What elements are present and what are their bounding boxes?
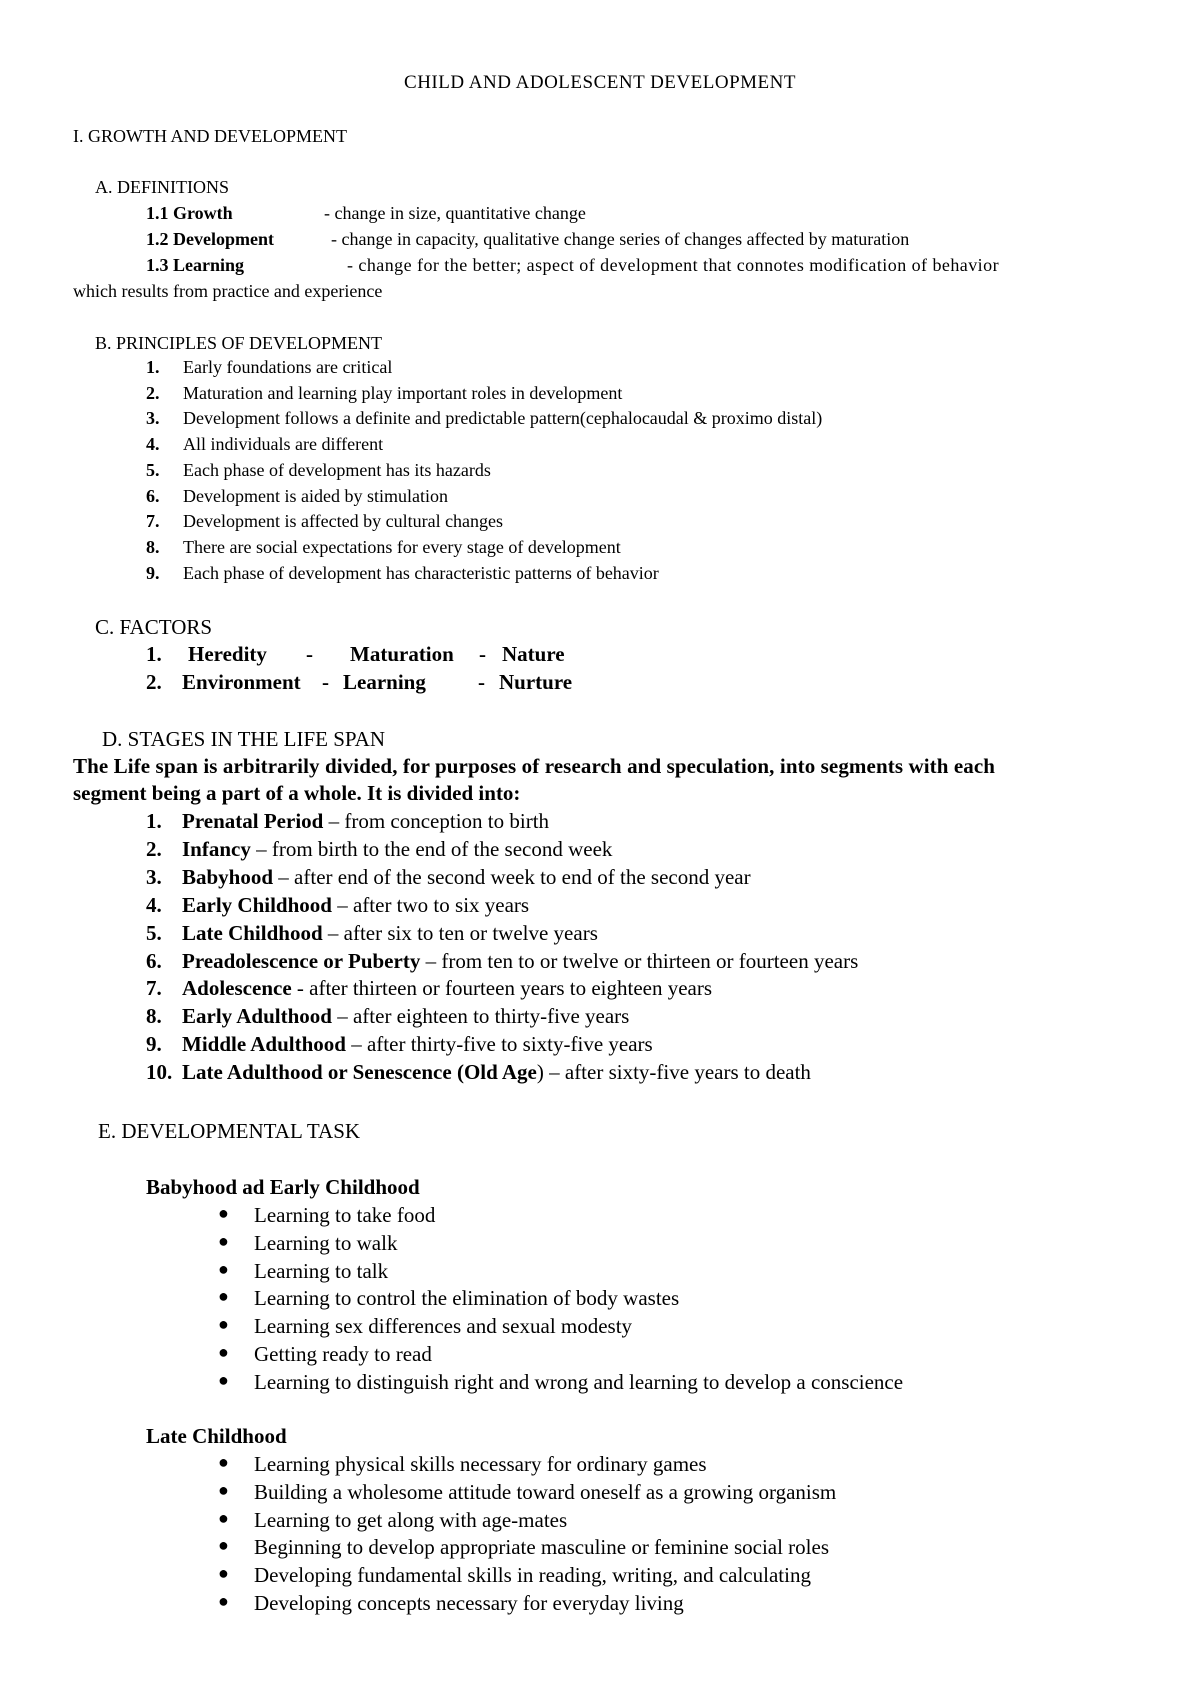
principle-number: 3. bbox=[146, 408, 160, 429]
principle-item bbox=[146, 511, 503, 532]
task-text: Learning to talk bbox=[254, 1258, 389, 1283]
principle-text: Development is affected by cultural changes bbox=[183, 511, 504, 532]
stage-description: – from ten to or twelve or thirteen or fourteen years bbox=[420, 948, 859, 973]
factor-nurture: Nurture bbox=[499, 670, 573, 694]
stage-number: 2. bbox=[146, 836, 162, 861]
stage-item bbox=[146, 1032, 653, 1057]
stage-item bbox=[146, 893, 529, 918]
factor-dash: - bbox=[478, 670, 485, 694]
task-item bbox=[218, 1314, 1118, 1340]
task-text: Learning to get along with age-mates bbox=[254, 1507, 568, 1532]
definition-text: - change in capacity, qualitative change series of changes affected by maturation bbox=[331, 229, 910, 249]
stage-item bbox=[146, 837, 612, 862]
task-group-title-late-childhood: Late Childhood bbox=[146, 1424, 287, 1448]
stage-number: 7. bbox=[146, 976, 162, 1001]
stage-item bbox=[146, 865, 751, 890]
factor-number: 1. bbox=[146, 642, 162, 666]
task-group-title-babyhood: Babyhood ad Early Childhood bbox=[146, 1175, 420, 1199]
principles-heading: B. PRINCIPLES OF DEVELOPMENT bbox=[95, 333, 383, 353]
stage-item bbox=[146, 921, 598, 946]
principle-number: 5. bbox=[146, 459, 160, 480]
bullet-icon: ● bbox=[218, 1314, 229, 1335]
stage-description: – after thirty-five to sixty-five years bbox=[345, 1032, 653, 1057]
stage-name: Adolescence bbox=[182, 976, 292, 1001]
stage-number: 4. bbox=[146, 892, 162, 917]
stage-name: Babyhood bbox=[182, 864, 274, 889]
task-item bbox=[218, 1563, 1118, 1589]
bullet-icon: ● bbox=[218, 1230, 229, 1251]
task-text: Getting ready to read bbox=[254, 1342, 432, 1366]
bullet-icon: ● bbox=[218, 1535, 229, 1556]
stage-description: - after thirteen or fourteen years to eighteen years bbox=[291, 976, 713, 1001]
task-text: Building a wholesome attitude toward oneself as a growing organism bbox=[254, 1479, 837, 1504]
stage-item bbox=[146, 809, 549, 834]
principle-item bbox=[146, 434, 383, 455]
task-item bbox=[218, 1591, 1118, 1617]
stage-name: Preadolescence or Puberty bbox=[182, 948, 421, 973]
task-item bbox=[218, 1370, 1118, 1396]
factor-row-heredity bbox=[146, 642, 565, 667]
stage-item bbox=[146, 949, 858, 974]
task-item bbox=[218, 1259, 1118, 1285]
task-item bbox=[218, 1535, 1118, 1561]
stages-intro-line1: The Life span is arbitrarily divided, for purposes of research and speculation, into segments with each bbox=[73, 754, 996, 778]
principle-text: Maturation and learning play important roles in development bbox=[183, 382, 623, 403]
bullet-icon: ● bbox=[218, 1507, 229, 1528]
bullet-icon: ● bbox=[218, 1369, 229, 1390]
factor-row-environment bbox=[146, 670, 573, 695]
definition-term: 1.1 Growth bbox=[146, 203, 233, 223]
definition-text: - change for the better; aspect of development that connotes modification of behavior bbox=[347, 255, 1000, 275]
stage-number: 1. bbox=[146, 809, 162, 833]
principle-number: 8. bbox=[146, 536, 160, 557]
principle-item bbox=[146, 408, 822, 429]
task-text: Learning to distinguish right and wrong and learning to develop a conscience bbox=[254, 1369, 904, 1394]
principle-text: Each phase of development has its hazards bbox=[183, 459, 491, 480]
task-text: Learning to control the elimination of body wastes bbox=[254, 1286, 680, 1311]
definition-learning-continued: which results from practice and experience bbox=[73, 281, 383, 301]
task-item bbox=[218, 1203, 1118, 1229]
stage-name: Late Adulthood or Senescence (Old Age bbox=[182, 1060, 537, 1085]
stage-description: ) – after sixty-five years to death bbox=[536, 1060, 811, 1085]
task-item bbox=[218, 1342, 1118, 1368]
stage-description: – from birth to the end of the second week bbox=[250, 836, 613, 861]
bullet-icon: ● bbox=[218, 1286, 229, 1307]
factor-heredity: Heredity bbox=[188, 642, 267, 666]
factor-dash: - bbox=[322, 670, 329, 694]
stage-item bbox=[146, 1004, 629, 1029]
definition-growth bbox=[0, 203, 1200, 227]
principle-text: Each phase of development has characteristic patterns of behavior bbox=[183, 562, 659, 583]
definition-development bbox=[0, 229, 1200, 253]
task-text: Learning sex differences and sexual modesty bbox=[254, 1314, 633, 1339]
definition-term: 1.3 Learning bbox=[146, 255, 245, 275]
bullet-icon: ● bbox=[218, 1479, 229, 1500]
stage-name: Middle Adulthood bbox=[182, 1032, 346, 1057]
factors-heading: C. FACTORS bbox=[95, 615, 213, 639]
stage-name: Prenatal Period bbox=[182, 809, 324, 833]
section-heading-growth-development: I. GROWTH AND DEVELOPMENT bbox=[73, 126, 347, 146]
stage-number: 8. bbox=[146, 1004, 162, 1029]
task-text: Developing fundamental skills in reading, writing, and calculating bbox=[254, 1563, 811, 1588]
factor-maturation: Maturation bbox=[350, 642, 454, 666]
stage-name: Late Childhood bbox=[182, 920, 323, 945]
factor-dash: - bbox=[479, 642, 486, 666]
definition-term: 1.2 Development bbox=[146, 229, 274, 249]
stage-name: Early Childhood bbox=[182, 892, 332, 917]
stage-description: – from conception to birth bbox=[323, 809, 550, 833]
task-item bbox=[218, 1452, 1118, 1478]
task-item bbox=[218, 1480, 1118, 1506]
task-text: Beginning to develop appropriate masculine or feminine social roles bbox=[254, 1535, 829, 1560]
stage-description: – after two to six years bbox=[331, 892, 530, 917]
bullet-icon: ● bbox=[218, 1342, 229, 1362]
principle-text: All individuals are different bbox=[183, 434, 384, 455]
stage-name: Infancy bbox=[182, 836, 251, 861]
stage-item bbox=[146, 1060, 811, 1085]
task-text: Learning to take food bbox=[254, 1203, 436, 1227]
stage-name: Early Adulthood bbox=[182, 1004, 332, 1029]
task-item bbox=[218, 1231, 1118, 1257]
principle-number: 2. bbox=[146, 382, 160, 403]
principle-number: 4. bbox=[146, 434, 160, 455]
factor-number: 2. bbox=[146, 670, 162, 694]
bullet-icon: ● bbox=[218, 1258, 229, 1279]
principle-item bbox=[146, 486, 448, 507]
principle-text: There are social expectations for every stage of development bbox=[183, 536, 621, 557]
stage-number: 5. bbox=[146, 920, 162, 945]
task-text: Developing concepts necessary for everyday living bbox=[254, 1591, 684, 1615]
factor-learning: Learning bbox=[343, 670, 426, 694]
stage-number: 9. bbox=[146, 1032, 162, 1057]
task-item bbox=[218, 1508, 1118, 1534]
principle-item bbox=[146, 357, 392, 378]
stage-item bbox=[146, 976, 712, 1001]
stage-number: 6. bbox=[146, 948, 162, 973]
factor-dash: - bbox=[306, 642, 313, 666]
task-text: Learning physical skills necessary for ordinary games bbox=[254, 1452, 707, 1476]
stage-description: – after eighteen to thirty-five years bbox=[331, 1004, 630, 1029]
stages-intro-line2: segment being a part of a whole. It is divided into: bbox=[73, 781, 521, 805]
principle-text: Development is aided by stimulation bbox=[183, 485, 448, 506]
bullet-icon: ● bbox=[218, 1563, 229, 1584]
principle-item bbox=[146, 383, 622, 404]
principle-number: 1. bbox=[146, 357, 160, 377]
bullet-icon: ● bbox=[218, 1203, 229, 1223]
definition-learning bbox=[0, 255, 1200, 279]
principle-number: 6. bbox=[146, 485, 160, 506]
principle-text: Development follows a definite and predictable pattern(cephalocaudal & proximo distal) bbox=[183, 408, 823, 429]
factor-nature: Nature bbox=[502, 642, 565, 666]
definitions-heading: A. DEFINITIONS bbox=[95, 177, 229, 197]
stages-heading: D. STAGES IN THE LIFE SPAN bbox=[102, 727, 386, 751]
principle-item bbox=[146, 537, 621, 558]
principle-text: Early foundations are critical bbox=[183, 357, 393, 377]
factor-environment: Environment bbox=[182, 670, 301, 694]
task-item bbox=[218, 1286, 1118, 1312]
bullet-icon: ● bbox=[218, 1591, 229, 1611]
task-text: Learning to walk bbox=[254, 1230, 398, 1255]
stage-description: – after six to ten or twelve years bbox=[322, 920, 598, 945]
principle-item bbox=[146, 563, 659, 584]
stage-description: – after end of the second week to end of the second year bbox=[273, 864, 751, 889]
principle-item bbox=[146, 460, 491, 481]
document-title: CHILD AND ADOLESCENT DEVELOPMENT bbox=[404, 72, 796, 93]
definition-text: - change in size, quantitative change bbox=[324, 203, 586, 223]
stage-number: 10. bbox=[146, 1060, 173, 1085]
principle-number: 9. bbox=[146, 562, 160, 583]
developmental-task-heading: E. DEVELOPMENTAL TASK bbox=[98, 1119, 361, 1143]
principle-number: 7. bbox=[146, 511, 160, 532]
bullet-icon: ● bbox=[218, 1452, 229, 1472]
stage-number: 3. bbox=[146, 864, 162, 889]
